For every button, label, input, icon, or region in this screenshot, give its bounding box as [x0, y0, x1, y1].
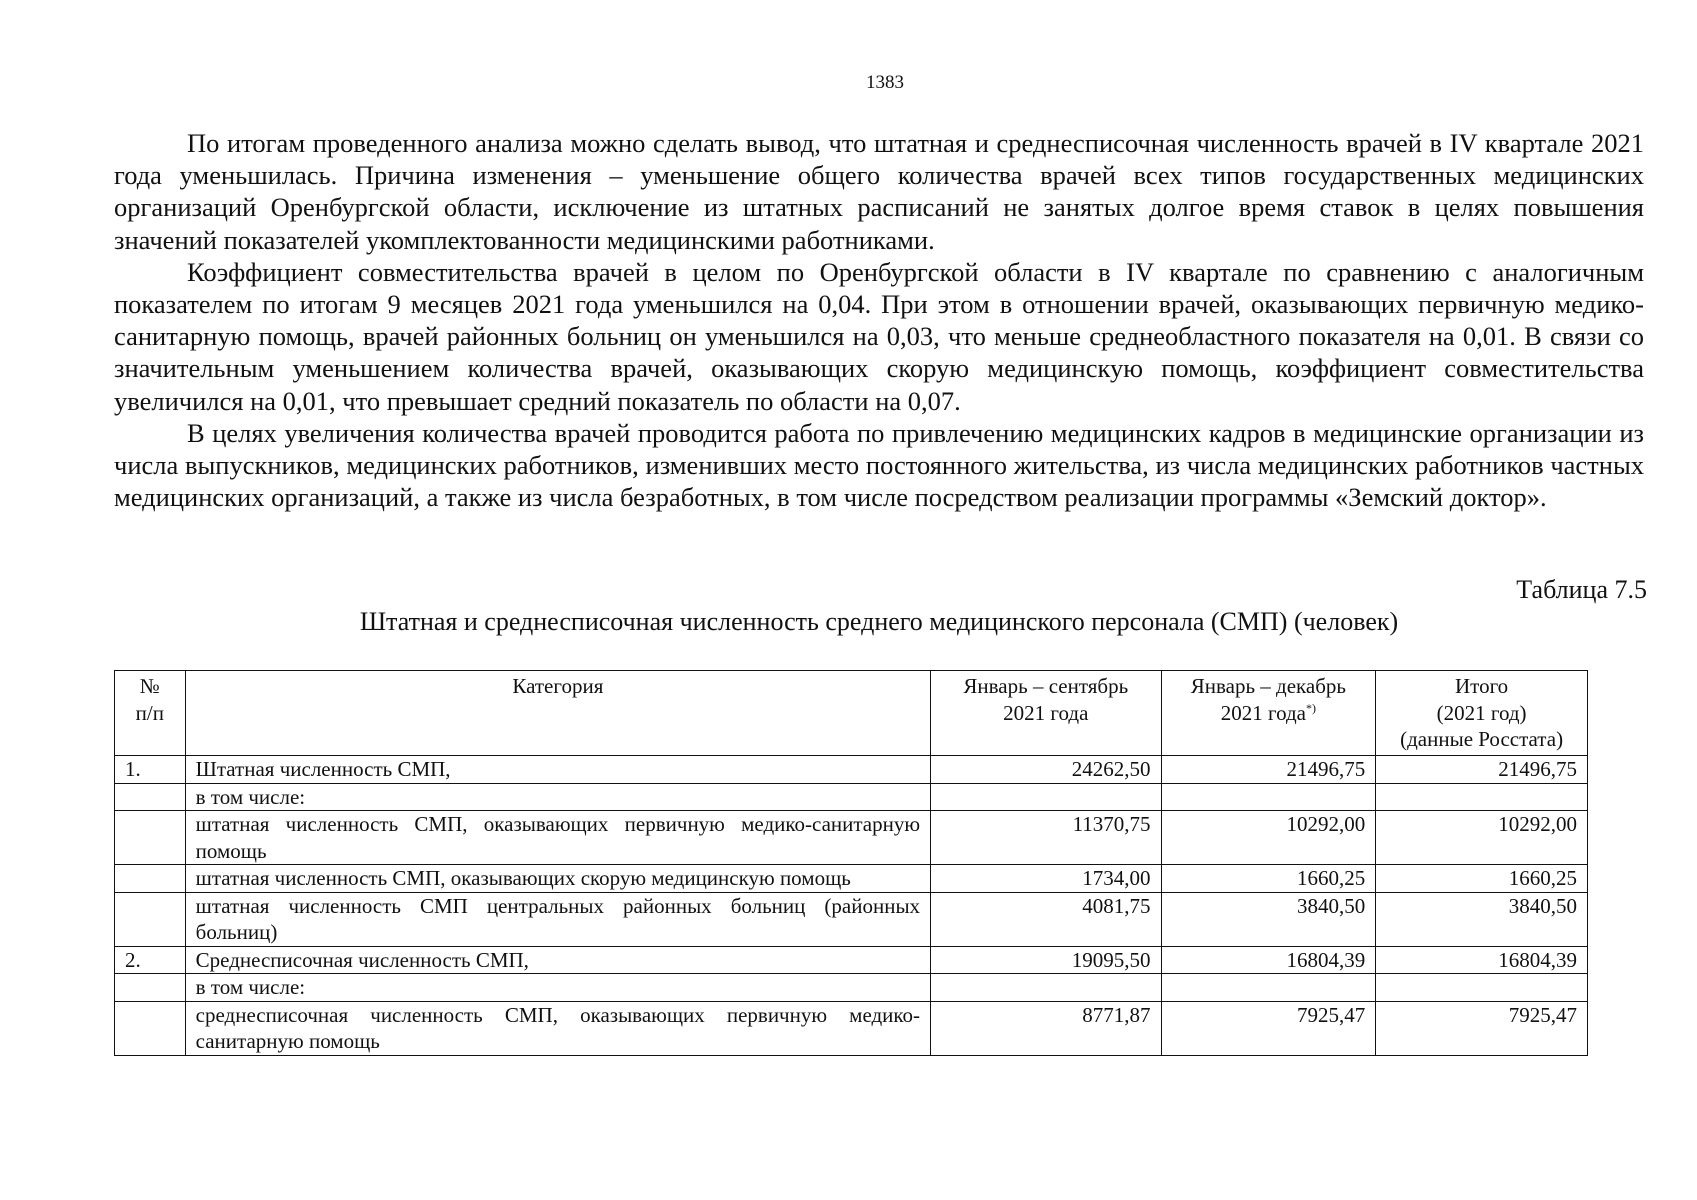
- row-category: штатная численность СМП, оказывающих первичную медико-санитарную помощь: [185, 811, 930, 865]
- row-category: штатная численность СМП центральных районных больниц (районных больниц): [185, 892, 930, 946]
- data-table: [114, 670, 1588, 1056]
- paragraph-1: По итогам проведенного анализа можно сделать вывод, что штатная и среднесписочная численность врачей в IV квартале 2021 года уменьшилась. Причина изменения – уменьшение общего количества врачей всех типов государственных медицинских организаций Оренбургской области, исключение из штатных расписаний не занятых долгое время ставок в целях повышения значений показателей укомплектованности медицинскими работниками.: [114, 128, 1644, 255]
- row-number: 2.: [115, 946, 186, 974]
- row-number: [115, 974, 186, 1002]
- row-number: [115, 892, 186, 946]
- row-value-jan-dec: 21496,75: [1161, 756, 1376, 784]
- row-category: в том числе:: [185, 974, 930, 1002]
- header-jan-dec-line1: Январь – декабрь: [1190, 674, 1346, 698]
- row-value-jan-dec: 7925,47: [1161, 1001, 1376, 1055]
- table-row: [115, 756, 1588, 784]
- table-row: [115, 892, 1588, 946]
- header-jan-dec-line2: 2021 года: [1220, 700, 1306, 725]
- row-value-total: 3840,50: [1376, 892, 1588, 946]
- row-category: среднесписочная численность СМП, оказывающих первичную медико-санитарную помощь: [185, 1001, 930, 1055]
- row-number: [115, 811, 186, 865]
- row-category: Штатная численность СМП,: [185, 756, 930, 784]
- row-number: [115, 1001, 186, 1055]
- paragraph-2: Коэффициент совместительства врачей в целом по Оренбургской области в IV квартале по сравнению с аналогичным показателем по итогам 9 месяцев 2021 года уменьшился на 0,04. При этом в отношении врачей, оказывающих первичную медико-санитарную помощь, врачей районных больниц он уменьшился на 0,03, что меньше среднеобластного показателя на 0,01. В связи со значительным уменьшением количества врачей, оказывающих скорую медицинскую помощь, коэффициент совместительства увеличился на 0,01, что превышает средний показатель по области на 0,07.: [114, 256, 1644, 416]
- paragraph-3: В целях увеличения количества врачей проводится работа по привлечению медицинских кадров в медицинские организации из числа выпускников, медицинских работников, изменивших место постоянного жительства, из числа медицинских работников частных медицинских организаций, а также из числа безработных, в том числе посредством реализации программы «Земский доктор».: [114, 417, 1644, 513]
- header-number: [115, 671, 186, 756]
- header-total: [1376, 671, 1588, 756]
- row-value-jan-dec: 10292,00: [1161, 811, 1376, 865]
- header-jan-dec-line2-wrap: [1172, 700, 1366, 727]
- row-category: Среднесписочная численность СМП,: [185, 946, 930, 974]
- header-total-line2: (2021 год): [1436, 700, 1527, 725]
- row-value-jan-dec: 16804,39: [1161, 946, 1376, 974]
- header-total-line1: Итого: [1455, 674, 1509, 698]
- table-row: [115, 1001, 1588, 1055]
- row-value-jan-sep: [931, 974, 1161, 1002]
- page-number: 1383: [866, 72, 904, 93]
- table-title: Штатная и среднесписочная численность среднего медицинского персонала (СМП) (человек): [359, 607, 1399, 636]
- header-jan-sep: [931, 671, 1161, 756]
- row-value-total: 21496,75: [1376, 756, 1588, 784]
- row-value-jan-dec: [1161, 783, 1376, 811]
- header-jan-sep-line1: Январь – сентябрь: [963, 674, 1129, 698]
- row-value-jan-sep: 4081,75: [931, 892, 1161, 946]
- row-category: в том числе:: [185, 783, 930, 811]
- header-category: [185, 671, 930, 756]
- table-row: [115, 974, 1588, 1002]
- row-value-jan-dec: [1161, 974, 1376, 1002]
- row-value-total: [1376, 974, 1588, 1002]
- header-total-line3: (данные Росстата): [1400, 727, 1564, 751]
- row-number: [115, 783, 186, 811]
- header-jan-dec-footnote: *): [1306, 700, 1316, 715]
- header-jan-sep-line2: 2021 года: [1003, 700, 1089, 725]
- row-value-jan-sep: 11370,75: [931, 811, 1161, 865]
- body-text: [114, 127, 1644, 513]
- row-category: штатная численность СМП, оказывающих скорую медицинскую помощь: [185, 865, 930, 893]
- table-row: [115, 811, 1588, 865]
- header-category-label: Категория: [512, 674, 604, 698]
- row-value-total: 1660,25: [1376, 865, 1588, 893]
- row-value-total: 7925,47: [1376, 1001, 1588, 1055]
- row-value-jan-sep: 24262,50: [931, 756, 1161, 784]
- table-row: [115, 783, 1588, 811]
- row-value-total: 10292,00: [1376, 811, 1588, 865]
- row-value-total: [1376, 783, 1588, 811]
- table-number: Таблица 7.5: [1516, 575, 1647, 604]
- row-value-jan-sep: 8771,87: [931, 1001, 1161, 1055]
- table-row: [115, 865, 1588, 893]
- row-value-jan-dec: 3840,50: [1161, 892, 1376, 946]
- row-number: 1.: [115, 756, 186, 784]
- row-value-total: 16804,39: [1376, 946, 1588, 974]
- table-row: [115, 946, 1588, 974]
- table-header-row: [115, 671, 1588, 756]
- row-value-jan-sep: 19095,50: [931, 946, 1161, 974]
- header-number-line2: п/п: [135, 700, 164, 725]
- header-number-line1: №: [139, 674, 160, 698]
- row-value-jan-dec: 1660,25: [1161, 865, 1376, 893]
- row-number: [115, 865, 186, 893]
- row-value-jan-sep: [931, 783, 1161, 811]
- row-value-jan-sep: 1734,00: [931, 865, 1161, 893]
- header-jan-dec: [1161, 671, 1376, 756]
